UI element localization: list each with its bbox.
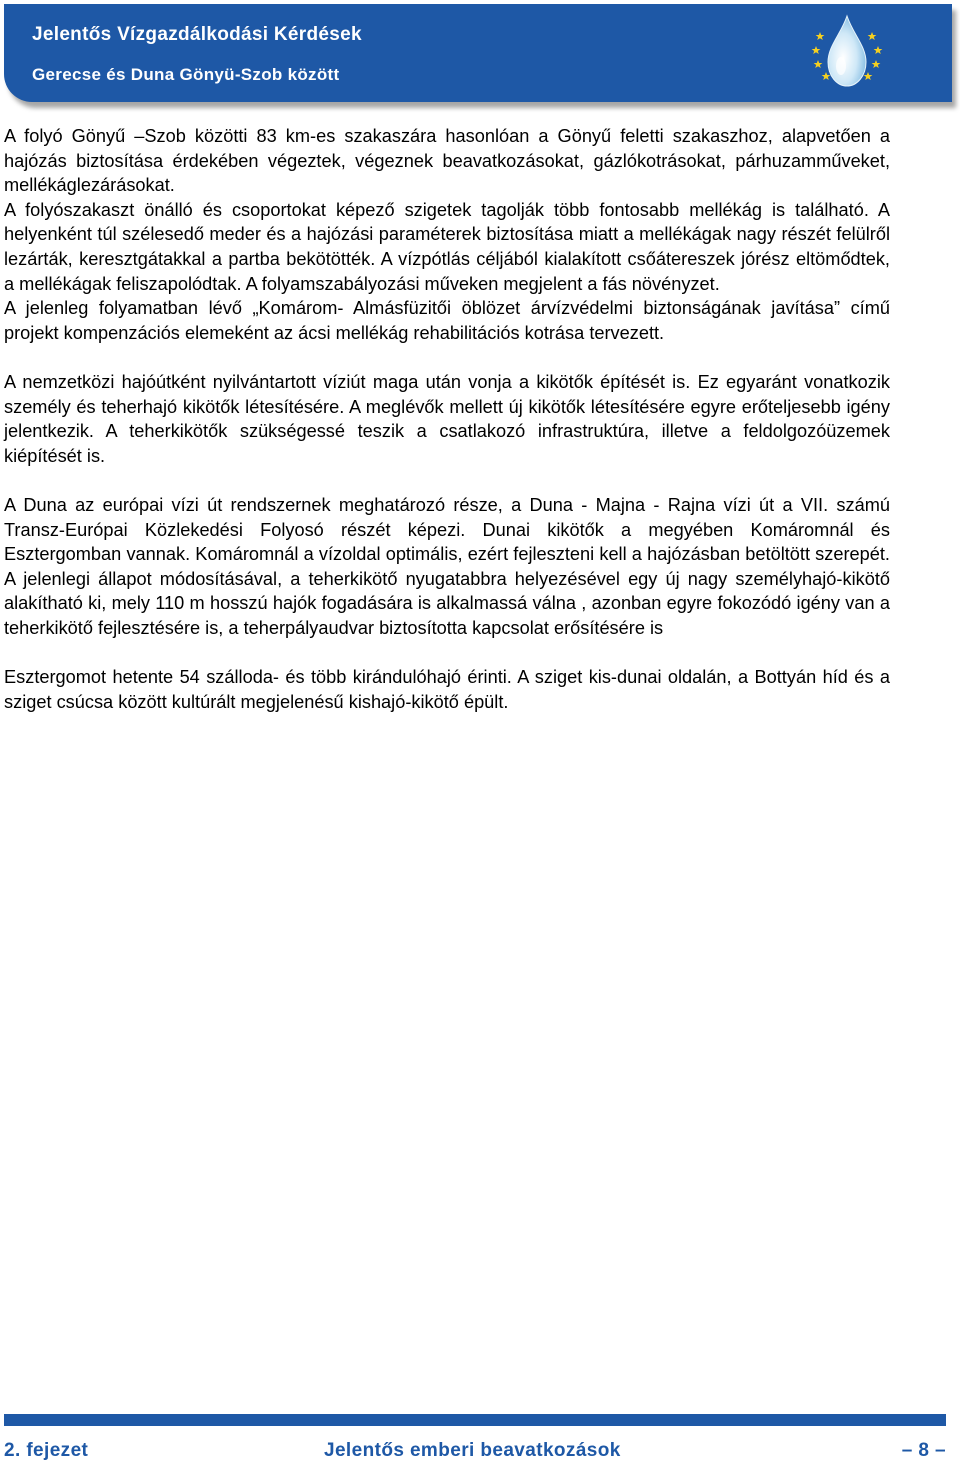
- water-drop-logo-icon: [808, 10, 886, 92]
- paragraph-gonyu-szob: A folyó Gönyű –Szob közötti 83 km-es szakaszára hasonlóan a Gönyű feletti szakaszhoz, alapvetően a hajózás biztosítása érdekében végeztek, végeznek beavatkozásokat, gázlókotrásokat, párhuzamműveket, mellékáglezárásokat.: [4, 126, 890, 196]
- page-header: [4, 4, 952, 102]
- paragraph-komarom-project: A jelenleg folyamatban lévő „Komárom- Almásfüzitői öblözet árvízvédelmi biztonságának javítása” című projekt kompenzációs elemeként az ácsi mellékág rehabilitációs kotrása tervezett.: [4, 298, 890, 343]
- paragraph-islands: A folyószakaszt önálló és csoportokat képező szigetek tagolják több fontosabb mellékág is található. A helyenként túl szélesedő meder és a hajózási paraméterek biztosítása miatt a mellékágak nagy részét felülről lezárták, keresztgátakkal a partba bekötötték. A vízpótlás céljából kialakított csőátereszek jórész eltömődtek, a mellékágak feliszapolódtak. A folyamszabályozási műveken megjelent a fás növényzet.: [4, 199, 890, 294]
- page-footer: [4, 1440, 946, 1466]
- footer-divider: [4, 1414, 946, 1426]
- document-body: [4, 124, 890, 714]
- footer-section-title: Jelentős emberi beavatkozások: [324, 1440, 621, 1461]
- paragraph-esztergom: Esztergomot hetente 54 szálloda- és több kirándulóhajó érinti. A sziget kis-dunai oldalán, a Bottyán híd és a sziget csúcsa között kultúrált megjelenésű kishajó-kikötő épült.: [4, 667, 890, 712]
- footer-chapter: 2. fejezet: [4, 1440, 89, 1461]
- paragraph-ports: A nemzetközi hajóútként nyilvántartott víziút maga után vonja a kikötők építését is. Ez egyaránt vonatkozik személy és teherhajó kikötők létesítésére. A meglévők mellett új kikötők létesítésére egyre erőteljesebb igény jelentkezik. A teherkikötők szükségessé teszik a csatlakozó infrastruktúra, illetve a feldolgozóüzemek kiépítését is.: [4, 371, 890, 466]
- header-subtitle: Gerecse és Duna Gönyü-Szob között: [32, 65, 340, 84]
- header-title: Jelentős Vízgazdálkodási Kérdések: [32, 24, 362, 45]
- page-number: – 8 –: [901, 1440, 946, 1461]
- paragraph-danube-waterway: A Duna az európai vízi út rendszernek meghatározó része, a Duna - Majna - Rajna vízi út a VII. számú Transz-Európai Közlekedési Folyosó részét képezi. Dunai kikötők a megyében Komáromnál és Esztergomban vannak. Komáromnál a vízoldal optimális, ezért fejleszteni kell a hajózásban betöltött szerepét. A jelenlegi állapot módosításával, a teherkikötő nyugatabbra helyezésével egy új nagy személyhajó-kikötő alakítható ki, mely 110 m hosszú hajók fogadására is alkalmassá válna , azonban egyre fokozódó igény van a teherkikötő fejlesztésére is, a teherpályaudvar biztosította kapcsolat erősítésére is: [4, 494, 890, 638]
